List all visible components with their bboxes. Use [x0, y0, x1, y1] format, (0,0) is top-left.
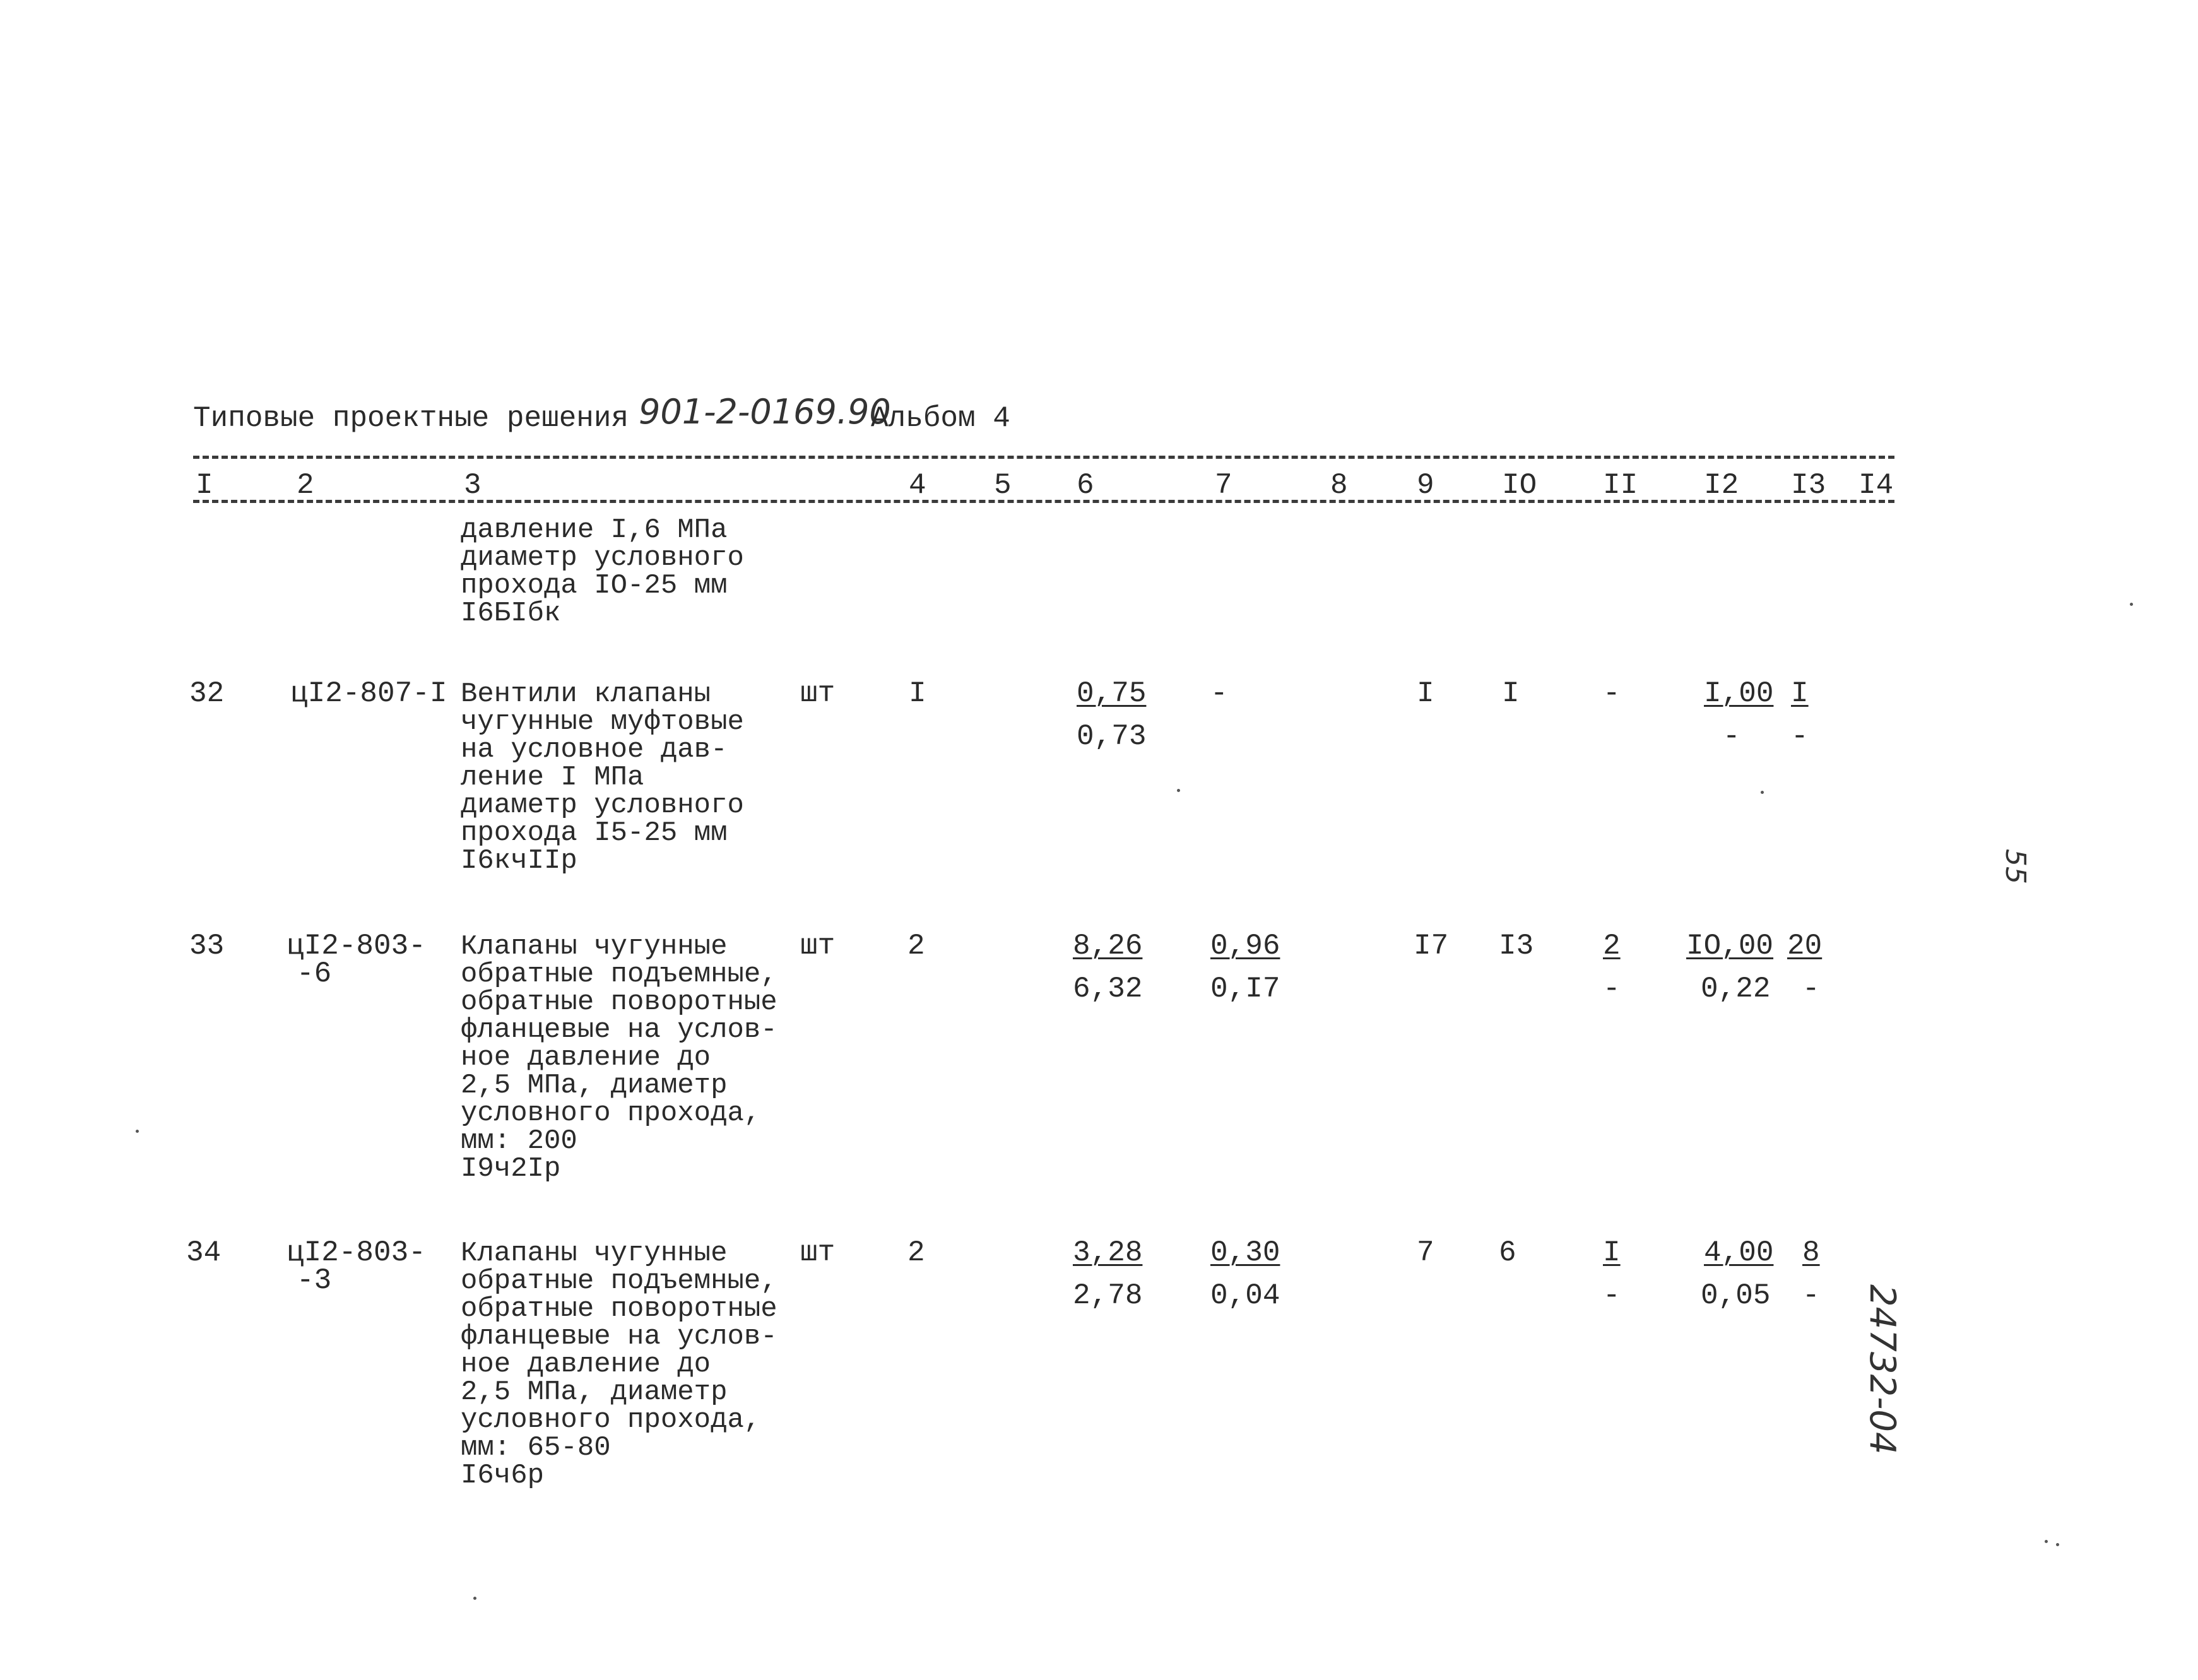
row-number: 33	[189, 930, 225, 962]
col11-bottom: -	[1603, 973, 1621, 1005]
col13-bottom: -	[1802, 973, 1820, 1005]
col6-top: 8,26	[1073, 930, 1143, 962]
description-line: диаметр условного	[461, 790, 744, 821]
description-line: давление I,6 МПа	[461, 514, 728, 546]
description-line: фланцевые на услов-	[461, 1321, 777, 1352]
description-line: Вентили клапаны	[461, 678, 711, 710]
description-line: 2,5 МПа, диаметр	[461, 1376, 728, 1408]
col9: 7	[1417, 1236, 1434, 1269]
unit: шт	[800, 1236, 836, 1269]
col12-top: I,00	[1704, 677, 1774, 710]
scan-speck	[473, 1597, 476, 1600]
page-number: 55	[1999, 849, 2031, 884]
col12-top: IO,00	[1686, 930, 1774, 962]
col-14: I4	[1858, 469, 1894, 502]
col11-top: -	[1603, 677, 1621, 710]
col9: I	[1417, 677, 1434, 710]
row-number: 32	[189, 677, 225, 710]
col9: I7	[1414, 930, 1449, 962]
description-line: обратные поворотные	[461, 986, 777, 1018]
col-5: 5	[994, 469, 1012, 502]
description-line: прохода IO-25 мм	[461, 570, 728, 601]
item-code-cont: -6	[297, 957, 332, 990]
item-code: цI2-807-I	[290, 677, 447, 710]
col6-top: 0,75	[1077, 677, 1147, 710]
item-description	[461, 1239, 777, 1489]
description-line: мм: 65-80	[461, 1432, 611, 1464]
description-line: I6ч6р	[461, 1460, 545, 1491]
col7-top: 0,30	[1210, 1236, 1280, 1269]
col-12: I2	[1704, 469, 1739, 502]
description-line: обратные поворотные	[461, 1293, 777, 1325]
col13-top: 20	[1787, 930, 1823, 962]
quantity: 2	[907, 1236, 925, 1269]
unit: шт	[800, 930, 836, 962]
col-3: 3	[464, 469, 482, 502]
col11-top: I	[1603, 1236, 1621, 1269]
description-line: I9ч2Iр	[461, 1153, 561, 1185]
description-line: условного прохода,	[461, 1404, 761, 1436]
col6-bottom: 2,78	[1073, 1279, 1143, 1312]
quantity: 2	[907, 930, 925, 962]
description-line: чугунные муфтовые	[461, 706, 744, 738]
scan-speck	[2056, 1543, 2059, 1546]
col13-top: I	[1791, 677, 1809, 710]
header-album: Альбом 4	[871, 402, 1010, 435]
col10: I3	[1499, 930, 1534, 962]
row-number: 34	[186, 1236, 222, 1269]
col-11: II	[1603, 469, 1638, 502]
col13-top: 8	[1802, 1236, 1820, 1269]
col-4: 4	[909, 469, 926, 502]
col7-top: -	[1210, 677, 1228, 710]
col-1: I	[196, 469, 213, 502]
col-8: 8	[1330, 469, 1348, 502]
description-line: Клапаны чугунные	[461, 931, 728, 962]
col-9: 9	[1417, 469, 1434, 502]
description-line: обратные подъемные,	[461, 959, 777, 990]
col12-top: 4,00	[1704, 1236, 1774, 1269]
col6-bottom: 6,32	[1073, 973, 1143, 1005]
item-code: цI2-803-	[287, 930, 426, 962]
item-description	[461, 680, 744, 875]
scan-speck	[2130, 603, 2133, 606]
col7-bottom: 0,I7	[1210, 973, 1280, 1005]
description-line: условного прохода,	[461, 1097, 761, 1129]
quantity: I	[909, 677, 926, 710]
col-2: 2	[297, 469, 314, 502]
description-line: диаметр условного	[461, 542, 744, 574]
col7-bottom: 0,04	[1210, 1279, 1280, 1312]
col13-bottom: -	[1791, 720, 1809, 753]
col6-top: 3,28	[1073, 1236, 1143, 1269]
item-code-cont: -3	[297, 1264, 332, 1297]
col11-bottom: -	[1603, 1279, 1621, 1312]
scan-speck	[1761, 791, 1764, 794]
description-line: обратные подъемные,	[461, 1265, 777, 1297]
table-header-rule	[193, 500, 1894, 503]
description-line: ление I МПа	[461, 762, 644, 793]
col12-bottom: 0,22	[1701, 973, 1771, 1005]
col-13: I3	[1791, 469, 1826, 502]
col7-top: 0,96	[1210, 930, 1280, 962]
col6-bottom: 0,73	[1077, 720, 1147, 753]
scan-speck	[1177, 789, 1180, 792]
col-10: IO	[1502, 469, 1537, 502]
col13-bottom: -	[1802, 1279, 1820, 1312]
inventory-number: 24732-04	[1862, 1284, 1903, 1455]
description-line: ное давление до	[461, 1349, 711, 1380]
table-top-rule	[193, 456, 1894, 459]
description-line: мм: 200	[461, 1125, 577, 1157]
col10: 6	[1499, 1236, 1516, 1269]
col-7: 7	[1215, 469, 1232, 502]
description-line: 2,5 МПа, диаметр	[461, 1070, 728, 1101]
description-line: Клапаны чугунные	[461, 1238, 728, 1269]
scan-speck	[136, 1130, 139, 1133]
description-line: фланцевые на услов-	[461, 1014, 777, 1046]
description-line: I6БIбк	[461, 598, 561, 629]
col11-top: 2	[1603, 930, 1621, 962]
col12-bottom: -	[1723, 720, 1740, 753]
col12-bottom: 0,05	[1701, 1279, 1771, 1312]
continuation-description	[461, 516, 744, 627]
item-code: цI2-803-	[287, 1236, 426, 1269]
description-line: ное давление до	[461, 1042, 711, 1074]
item-description	[461, 933, 777, 1183]
col-6: 6	[1077, 469, 1094, 502]
description-line: прохода I5-25 мм	[461, 817, 728, 849]
description-line: на условное дав-	[461, 734, 728, 766]
unit: шт	[800, 677, 836, 710]
description-line: I6кчIIр	[461, 845, 577, 877]
col10: I	[1502, 677, 1520, 710]
header-code: 901-2-0169.90	[639, 392, 891, 432]
scan-speck	[2045, 1540, 2048, 1543]
header-title: Типовые проектные решения	[193, 402, 629, 435]
